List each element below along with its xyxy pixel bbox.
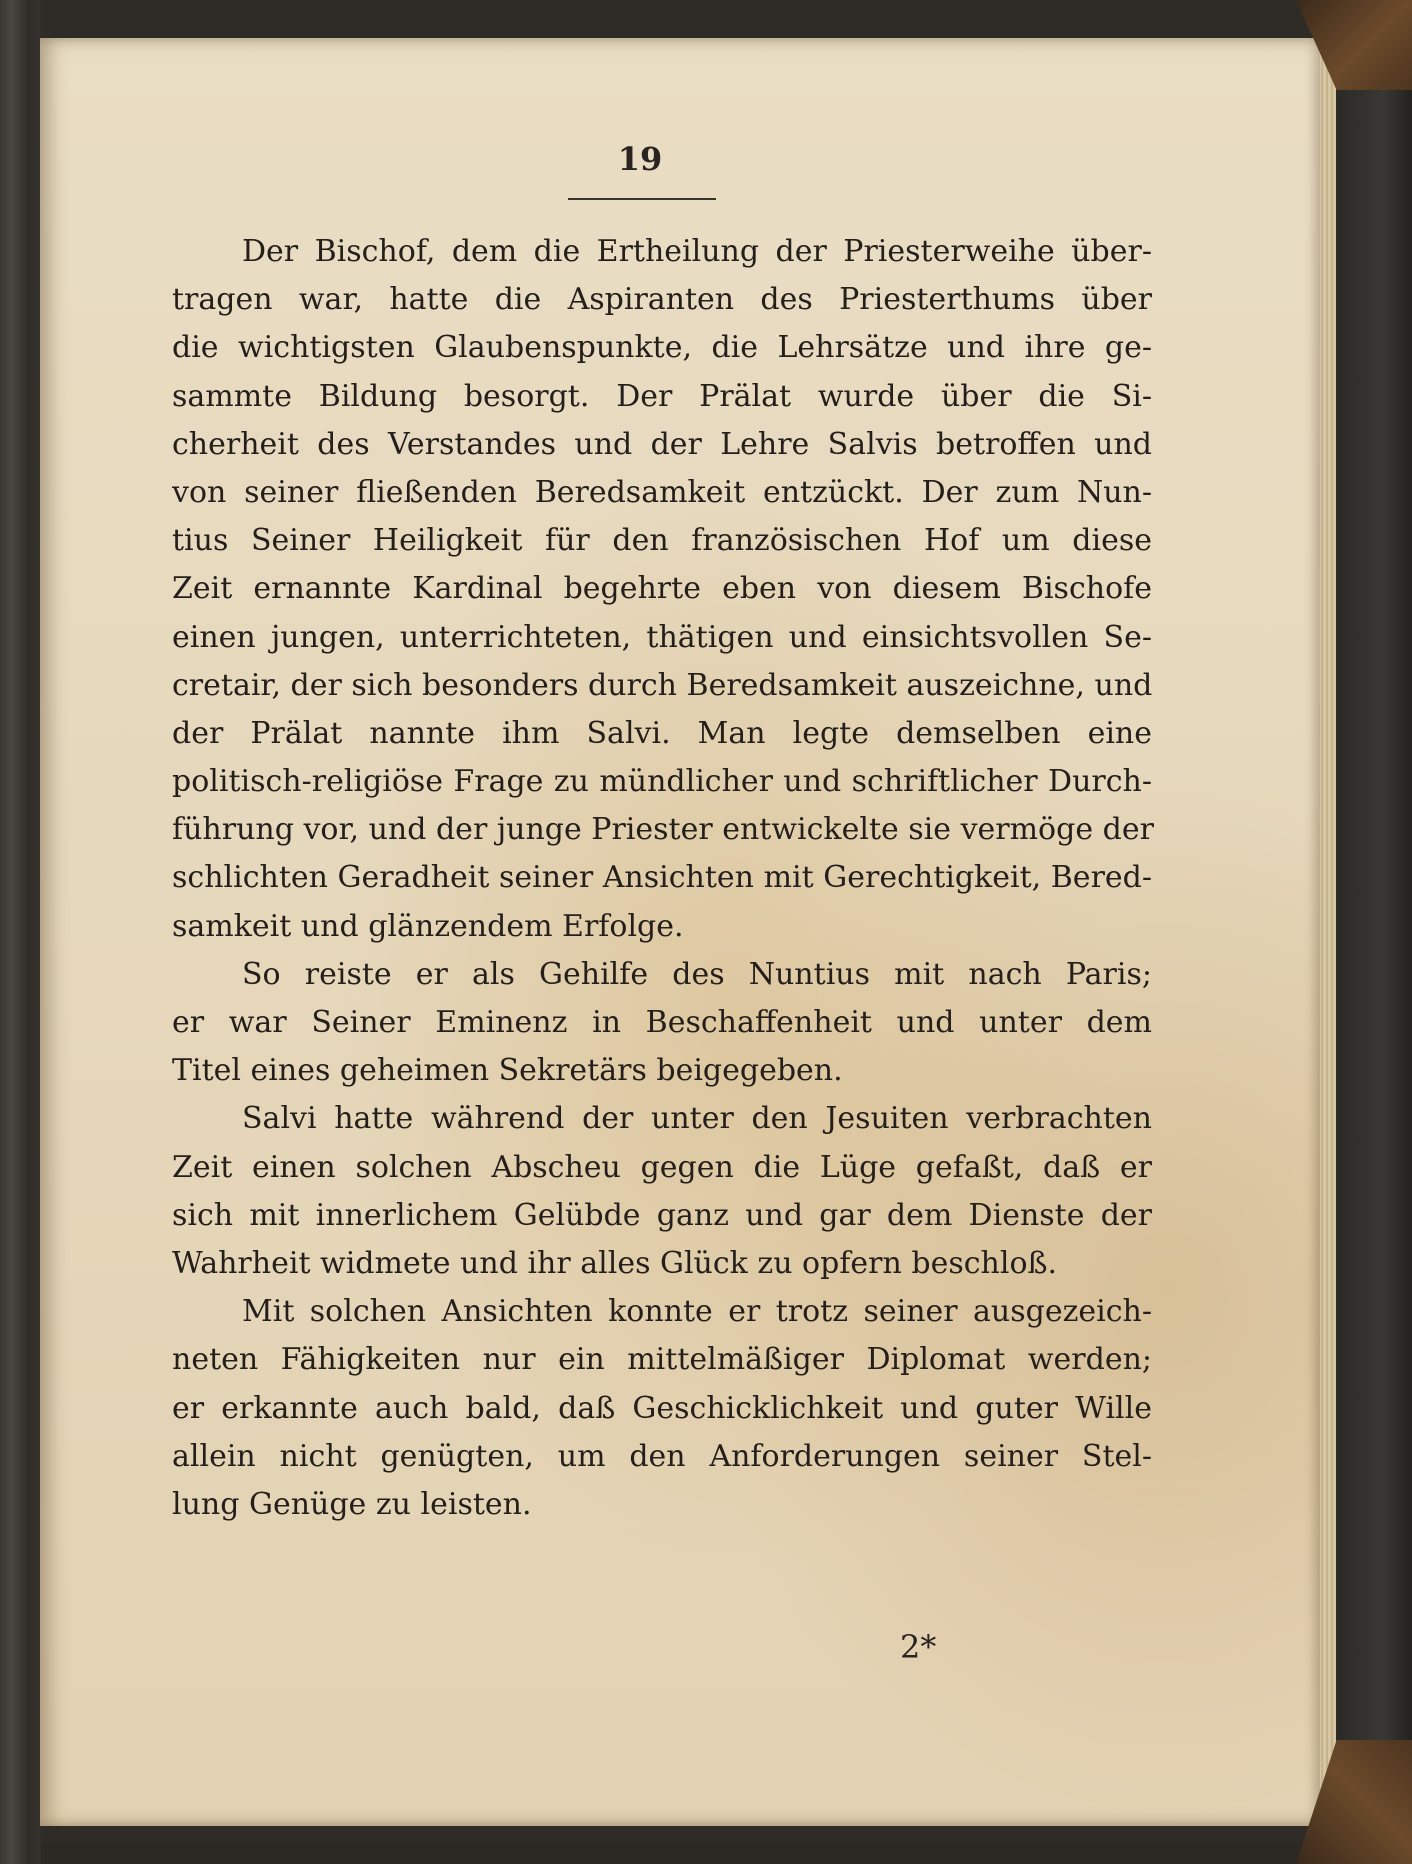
text-line: sammte Bildung besorgt. Der Prälat wurde über die Si- (172, 378, 1152, 414)
text-line: schlichten Geradheit seiner Ansichten mit Gerechtigkeit, Bered- (172, 860, 1152, 896)
text-line: die wichtigsten Glaubenspunkte, die Lehrsätze und ihre ge- (172, 330, 1152, 366)
text-line: Wahrheit widmete und ihr alles Glück zu opfern beschloß. (172, 1245, 1058, 1281)
text-line: Zeit einen solchen Abscheu gegen die Lüge gefaßt, daß er (172, 1149, 1152, 1185)
header-rule (568, 198, 716, 200)
text-line: lung Genüge zu leisten. (172, 1486, 532, 1522)
text-line: cretair, der sich besonders durch Beredsamkeit auszeichne, und (172, 667, 1153, 703)
text-line: führung vor, und der junge Priester entwickelte sie vermöge der (172, 812, 1154, 848)
text-line: Der Bischof, dem die Ertheilung der Priesterweihe über- (242, 234, 1152, 269)
text-line: Mit solchen Ansichten konnte er trotz seiner ausgezeich- (242, 1294, 1152, 1330)
book-page (40, 38, 1320, 1826)
text-line: samkeit und glänzendem Erfolge. (172, 908, 684, 944)
text-line: sich mit innerlichem Gelübde ganz und gar dem Dienste der (172, 1197, 1152, 1233)
signature-mark: 2* (900, 1628, 937, 1666)
text-line: neten Fähigkeiten nur ein mittelmäßiger Diplomat werden; (172, 1342, 1152, 1378)
text-line: politisch-religiöse Frage zu mündlicher und schriftlicher Durch- (172, 764, 1152, 800)
text-line: Salvi hatte während der unter den Jesuiten verbrachten (242, 1101, 1152, 1137)
text-line: Zeit ernannte Kardinal begehrte eben von diesem Bischofe (172, 571, 1152, 607)
text-line: der Prälat nannte ihm Salvi. Man legte demselben eine (172, 715, 1152, 751)
text-line: allein nicht genügten, um den Anforderungen seiner Stel- (172, 1438, 1152, 1474)
text-line: So reiste er als Gehilfe des Nuntius mit nach Paris; (242, 956, 1152, 992)
text-line: cherheit des Verstandes und der Lehre Salvis betroffen und (172, 426, 1152, 462)
text-line: er erkannte auch bald, daß Geschicklichkeit und guter Wille (172, 1390, 1152, 1426)
text-line: von seiner fließenden Beredsamkeit entzückt. Der zum Nun- (172, 474, 1152, 510)
text-line: tragen war, hatte die Aspiranten des Priesterthums über (172, 282, 1152, 318)
text-line: einen jungen, unterrichteten, thätigen und einsichtsvollen Se- (172, 619, 1152, 655)
book-cover-edge (1338, 0, 1412, 1864)
page-number: 19 (617, 140, 663, 178)
page-text (172, 228, 1152, 1529)
text-line: er war Seiner Eminenz in Beschaffenheit und unter dem (172, 1005, 1152, 1040)
text-line: tius Seiner Heiligkeit für den französischen Hof um diese (172, 523, 1152, 559)
text-line: Titel eines geheimen Sekretärs beigegeben. (172, 1053, 843, 1089)
